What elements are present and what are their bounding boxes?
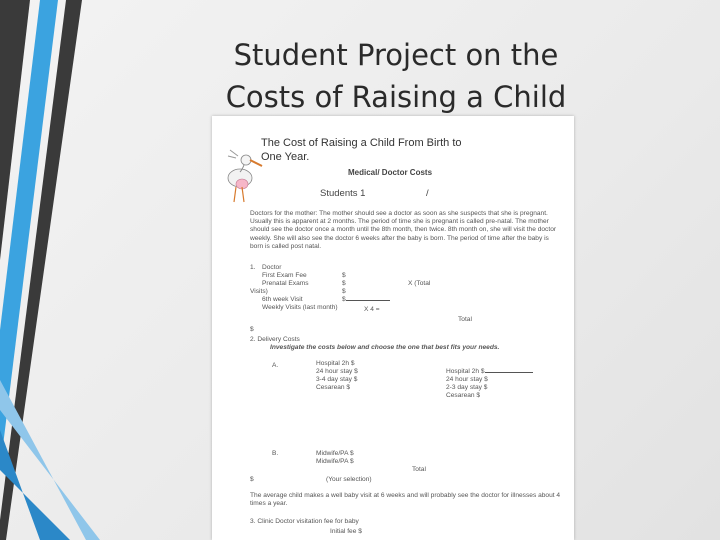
item2-label: 2. Delivery Costs xyxy=(250,336,300,343)
option-b-letter: B. xyxy=(272,450,279,457)
item1-total-label: Total xyxy=(458,316,472,323)
option-a-right-line: Hospital 2h $ xyxy=(446,368,533,375)
option-a-left-line: 3-4 day stay $ xyxy=(316,376,358,383)
option-b-line: Midwife/PA $ xyxy=(316,450,354,457)
item3-label: 3. Clinic Doctor visitation fee for baby xyxy=(250,518,359,525)
option-b-line: Midwife/PA $ xyxy=(316,458,354,465)
your-selection: (Your selection) xyxy=(326,476,372,483)
option-a-right-line: 2-3 day stay $ xyxy=(446,384,488,391)
stork-icon xyxy=(220,138,264,206)
section-title: Medical/ Doctor Costs xyxy=(348,168,433,177)
option-a-letter: A. xyxy=(272,362,279,369)
item1-row-label: Prenatal Exams xyxy=(262,280,309,287)
option-a-left-line: Cesarean $ xyxy=(316,384,351,391)
slide-title-line-1: Student Project on the xyxy=(233,38,559,72)
document-heading xyxy=(261,136,462,164)
item1-row-label: First Exam Fee xyxy=(262,272,307,279)
item1-row-value: $ xyxy=(342,280,346,287)
document-heading-line-2: One Year. xyxy=(261,151,310,163)
item1-row-label: Weekly Visits (last month) xyxy=(262,304,338,311)
option-a-right-line: 24 hour stay $ xyxy=(446,376,488,383)
document-page xyxy=(212,116,574,540)
dollar-sign: $ xyxy=(250,476,254,483)
document-heading-line-1: The Cost of Raising a Child From Birth to xyxy=(261,137,462,149)
item1-row-value: $ xyxy=(342,272,346,279)
item1-number: 1. xyxy=(250,264,256,271)
option-b-total: Total xyxy=(412,466,426,473)
item1-label: Doctor xyxy=(262,264,282,271)
item1-row-label: Visits) xyxy=(250,288,268,295)
slide-title xyxy=(196,34,596,118)
item2-instruction: Investigate the costs below and choose the one that best fits your needs. xyxy=(270,344,500,351)
students-label: Students 1 xyxy=(320,188,366,199)
slide-title-line-2: Costs of Raising a Child xyxy=(225,80,567,115)
intro-paragraph: Doctors for the mother: The mother should see a doctor as soon as she suspects that she is pregnant. Usually this is apparent at 2 months. The period of time she is pregnant is called pre-natal. The mother should see the doctor once a month until the 8th month, then twice. 8th month on, she will visit the doctor weekly. She will also see the doctor 6 weeks after the baby is born. The period of time after the baby is born is called post natal. xyxy=(250,210,557,250)
note-paragraph: The average child makes a well baby visit at 6 weeks and will probably see the doctor for illnesses about 4 times a year. xyxy=(250,492,561,508)
item1-x-count: X 4 = xyxy=(364,306,380,313)
item1-total-text: X (Total xyxy=(408,280,431,287)
dollar-sign: $ xyxy=(250,326,254,333)
students-mark: / xyxy=(426,188,429,199)
item1-row-value: $ xyxy=(342,296,390,303)
option-a-right-line: Cesarean $ xyxy=(446,392,481,399)
item1-row-label: 6th week Visit xyxy=(262,296,303,303)
item1-row-value: $ xyxy=(342,288,346,295)
option-a-left-line: Hospital 2h $ xyxy=(316,360,355,367)
item3-sub: Initial fee $ xyxy=(330,528,362,535)
option-a-left-line: 24 hour stay $ xyxy=(316,368,358,375)
